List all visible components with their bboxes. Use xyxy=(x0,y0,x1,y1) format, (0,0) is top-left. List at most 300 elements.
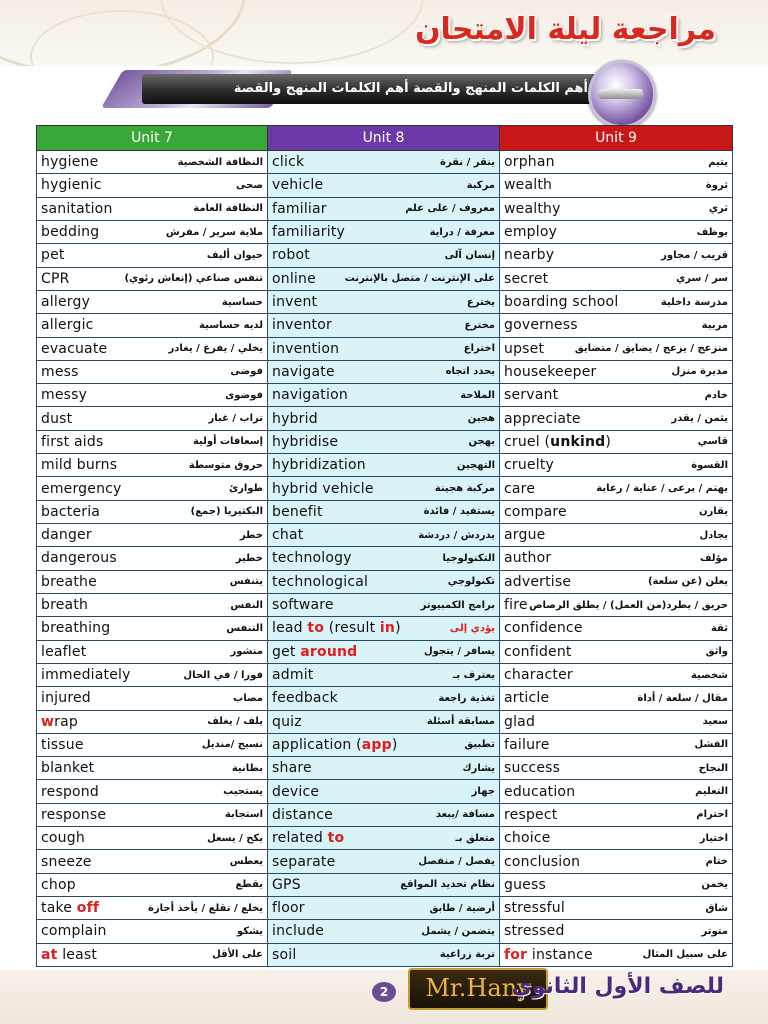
table-row xyxy=(37,220,733,243)
english-word xyxy=(272,317,332,333)
vocab-cell xyxy=(268,267,500,290)
english-word-part: immediately xyxy=(41,667,131,684)
arabic-meaning: النجاح xyxy=(698,762,728,774)
english-word xyxy=(41,434,103,450)
vocab-cell xyxy=(37,803,268,826)
english-word-part: hygiene xyxy=(41,154,99,171)
english-word xyxy=(41,667,131,683)
table-row xyxy=(37,757,733,780)
vocab-cell xyxy=(37,687,268,710)
table-row xyxy=(37,290,733,313)
arabic-meaning: حساسية xyxy=(221,296,263,308)
english-word xyxy=(504,317,578,333)
english-word-part: inventor xyxy=(272,317,332,334)
table-row xyxy=(37,477,733,500)
arabic-meaning: واثق xyxy=(705,646,728,658)
english-word xyxy=(41,714,78,730)
vocab-cell xyxy=(268,687,500,710)
english-word-part: benefit xyxy=(272,503,323,520)
vocab-cell xyxy=(37,314,268,337)
english-word xyxy=(504,527,545,543)
vocab-cell xyxy=(500,733,733,756)
table-row xyxy=(37,897,733,920)
english-word xyxy=(504,201,561,217)
arabic-meaning: يخترع xyxy=(466,296,495,308)
english-word xyxy=(41,807,106,823)
arabic-meaning: اختيار xyxy=(699,832,728,844)
english-word-part: breath xyxy=(41,597,89,614)
english-word xyxy=(41,247,65,263)
arabic-meaning: متوتر xyxy=(701,925,728,937)
english-word-part: sanitation xyxy=(41,200,113,217)
vocab-cell xyxy=(500,477,733,500)
brand-logo: Mr.Hany xyxy=(408,968,548,1010)
vocab-cell xyxy=(268,337,500,360)
english-word xyxy=(41,457,117,473)
arabic-meaning: يجادل xyxy=(699,529,728,541)
page-number: 2 xyxy=(372,982,396,1002)
english-word-part: include xyxy=(272,923,325,940)
english-word-part: messy xyxy=(41,387,88,404)
english-word-part: hybridization xyxy=(272,457,366,474)
table-row xyxy=(37,337,733,360)
table-row xyxy=(37,663,733,686)
arabic-meaning: التعليم xyxy=(695,786,728,798)
vocab-cell xyxy=(268,547,500,570)
english-word xyxy=(272,411,318,427)
banner-badge-icon xyxy=(588,60,656,128)
english-word-part: danger xyxy=(41,527,92,544)
english-word-part: in xyxy=(379,620,396,637)
vocab-cell xyxy=(500,663,733,686)
english-word-part: upset xyxy=(504,340,545,357)
arabic-meaning: قريب / مجاور xyxy=(661,249,728,261)
english-word xyxy=(41,527,92,543)
english-word xyxy=(504,457,554,473)
english-word xyxy=(272,154,304,170)
english-word xyxy=(504,947,593,963)
english-word-part: software xyxy=(272,597,334,614)
vocab-cell xyxy=(37,617,268,640)
english-word-part: breathing xyxy=(41,620,111,637)
vocab-cell xyxy=(268,593,500,616)
table-row xyxy=(37,710,733,733)
arabic-meaning: الفشل xyxy=(694,739,728,751)
vocab-cell xyxy=(500,547,733,570)
english-word-part: click xyxy=(272,154,305,171)
english-word-part: technology xyxy=(272,550,352,567)
english-word-part: dust xyxy=(41,410,73,427)
english-word-part: care xyxy=(504,480,536,497)
vocab-cell xyxy=(500,384,733,407)
arabic-meaning: يخمن xyxy=(701,879,728,891)
english-word-part: secret xyxy=(504,270,549,287)
english-word-part: guess xyxy=(504,876,546,893)
vocab-cell xyxy=(268,500,500,523)
english-word xyxy=(272,294,317,310)
english-word-part: failure xyxy=(504,736,550,753)
vocab-cell xyxy=(37,547,268,570)
arabic-meaning: يعطس xyxy=(229,856,263,868)
english-word xyxy=(41,900,99,916)
vocab-cell xyxy=(37,827,268,850)
arabic-meaning: بطانية xyxy=(231,762,263,774)
vocab-cell xyxy=(268,407,500,430)
english-word-part: share xyxy=(272,760,312,777)
vocab-cell xyxy=(268,314,500,337)
arabic-meaning: ينقر / نقرة xyxy=(440,156,495,168)
arabic-meaning: على سبيل المثال xyxy=(642,949,728,961)
english-word xyxy=(272,854,335,870)
arabic-meaning: برامج الكمبيوتر xyxy=(420,599,495,611)
english-word-part: around xyxy=(300,643,358,660)
table-row xyxy=(37,943,733,966)
arabic-meaning: يلف / يغلف xyxy=(207,716,263,728)
english-word-part: choice xyxy=(504,830,551,847)
english-word xyxy=(504,877,546,893)
arabic-meaning: شخصية xyxy=(690,669,728,681)
vocab-cell xyxy=(500,430,733,453)
vocab-cell xyxy=(37,360,268,383)
english-word xyxy=(504,434,611,450)
english-word xyxy=(41,830,85,846)
vocab-cell xyxy=(37,780,268,803)
vocab-cell xyxy=(268,897,500,920)
arabic-meaning: حريق / يطرد(من العمل) / يطلق الرصاص xyxy=(529,599,728,611)
arabic-meaning: سر / سري xyxy=(676,273,728,285)
english-word-part: respond xyxy=(41,783,99,800)
arabic-meaning: يخلع / تقلع / يأخذ أجازة xyxy=(148,902,263,914)
page-title: مراجعة ليلة الامتحان xyxy=(414,12,716,47)
english-word-part: leaflet xyxy=(41,643,87,660)
arabic-meaning: القسوة xyxy=(691,459,728,471)
english-word xyxy=(272,434,338,450)
english-word-part: bacteria xyxy=(41,503,101,520)
english-word-part: feedback xyxy=(272,690,338,707)
arabic-meaning: هجين xyxy=(467,413,495,425)
english-word-part: off xyxy=(76,900,100,917)
english-word-part: CPR xyxy=(41,270,70,287)
arabic-meaning: متعلق بـ xyxy=(455,832,495,844)
arabic-meaning: مركبة xyxy=(466,179,495,191)
vocab-cell xyxy=(268,943,500,966)
english-word xyxy=(41,481,122,497)
english-word xyxy=(41,737,84,753)
english-word-part: cruel ( xyxy=(504,433,551,450)
english-word xyxy=(272,667,313,683)
vocab-cell xyxy=(268,384,500,407)
arabic-meaning: صحى xyxy=(236,179,263,191)
english-word xyxy=(504,481,535,497)
table-header-row xyxy=(37,126,733,151)
arabic-meaning: مربية xyxy=(701,319,728,331)
english-word-part: app xyxy=(361,736,392,753)
english-word-part: author xyxy=(504,550,552,567)
arabic-meaning: مسابقة أسئلة xyxy=(426,716,495,728)
arabic-meaning: خادم xyxy=(704,389,728,401)
table-row xyxy=(37,500,733,523)
table-row xyxy=(37,547,733,570)
english-word xyxy=(272,271,316,287)
table-row xyxy=(37,640,733,663)
arabic-meaning: مقال / سلعة / أداة xyxy=(637,692,728,704)
vocab-cell xyxy=(500,244,733,267)
english-word xyxy=(41,550,117,566)
english-word-part: sneeze xyxy=(41,853,92,870)
banner-text: أهم الكلمات المنهج والقصة أهم الكلمات المنهج والقصة xyxy=(233,81,588,96)
arabic-meaning: يسافر / يتجول xyxy=(423,646,495,658)
arabic-meaning: يقطع xyxy=(235,879,263,891)
english-word-part: advertise xyxy=(504,573,572,590)
vocab-cell xyxy=(268,780,500,803)
arabic-meaning: يقارن xyxy=(699,506,728,518)
english-word xyxy=(504,923,565,939)
table-row xyxy=(37,524,733,547)
vocab-cell xyxy=(500,873,733,896)
english-word xyxy=(504,900,565,916)
table-row xyxy=(37,733,733,756)
english-word xyxy=(504,364,597,380)
vocabulary-rows xyxy=(37,151,733,967)
arabic-meaning: طوارئ xyxy=(228,483,263,495)
arabic-meaning: إسعافات أولية xyxy=(192,436,263,448)
english-word-part: vehicle xyxy=(272,177,324,194)
arabic-meaning: يستفيد / فائدة xyxy=(423,506,495,518)
english-word-part: cruelty xyxy=(504,457,555,474)
english-word xyxy=(41,317,94,333)
arabic-meaning: تغذية راجعة xyxy=(438,692,495,704)
table-row xyxy=(37,151,733,174)
vocab-cell xyxy=(37,407,268,430)
vocab-cell xyxy=(37,267,268,290)
arabic-meaning: يشكو xyxy=(236,925,263,937)
english-word xyxy=(504,644,572,660)
english-word xyxy=(41,784,99,800)
table-row xyxy=(37,454,733,477)
english-word xyxy=(272,177,323,193)
english-word-part: lead xyxy=(272,620,308,637)
arabic-meaning: يعترف بـ xyxy=(453,669,495,681)
vocab-cell xyxy=(268,803,500,826)
arabic-meaning: ثروة xyxy=(705,179,728,191)
english-word-part: stressed xyxy=(504,923,565,940)
english-word xyxy=(41,177,102,193)
vocab-cell xyxy=(37,757,268,780)
table-row xyxy=(37,314,733,337)
vocab-cell xyxy=(500,290,733,313)
vocab-cell xyxy=(37,943,268,966)
english-word xyxy=(41,224,99,240)
arabic-meaning: ملاية سرير / مفرش xyxy=(165,226,263,238)
vocab-cell xyxy=(37,897,268,920)
vocab-cell xyxy=(268,733,500,756)
english-word xyxy=(272,737,398,753)
arabic-meaning: النظافة العامة xyxy=(193,203,263,215)
arabic-meaning: يتيم xyxy=(708,156,728,168)
english-word xyxy=(504,597,528,613)
arabic-meaning: فوضوى xyxy=(225,389,263,401)
english-word-part: ) xyxy=(395,620,401,637)
vocab-cell xyxy=(500,850,733,873)
vocab-cell xyxy=(268,524,500,547)
english-word-part: housekeeper xyxy=(504,363,597,380)
english-word xyxy=(504,690,549,706)
arabic-meaning: معرفة / دراية xyxy=(429,226,495,238)
english-word-part: confidence xyxy=(504,620,583,637)
vocab-cell xyxy=(500,593,733,616)
arabic-meaning: يحدد اتجاه xyxy=(445,366,495,378)
vocab-cell xyxy=(37,570,268,593)
arabic-meaning: تكنولوجي xyxy=(447,576,495,588)
arabic-meaning: تنفس صناعي (إنعاش رئوي) xyxy=(124,273,263,285)
arabic-meaning: فورا / في الحال xyxy=(183,669,263,681)
table-row xyxy=(37,174,733,197)
english-word-part: allergy xyxy=(41,294,91,311)
vocab-cell xyxy=(268,197,500,220)
english-word-part: ) xyxy=(605,433,612,450)
english-word xyxy=(41,644,86,660)
vocab-cell xyxy=(500,524,733,547)
english-word xyxy=(272,457,366,473)
arabic-meaning: يدردش / دردشة xyxy=(418,529,495,541)
english-word-part: navigate xyxy=(272,363,335,380)
vocab-cell xyxy=(37,197,268,220)
english-word xyxy=(272,504,323,520)
english-word xyxy=(504,550,551,566)
vocab-cell xyxy=(268,174,500,197)
english-word xyxy=(504,224,557,240)
arabic-meaning: ختام xyxy=(705,856,728,868)
english-word xyxy=(41,201,113,217)
english-word-part: mess xyxy=(41,363,79,380)
grade-label: للصف الأول الثانوي xyxy=(511,974,724,999)
vocab-cell xyxy=(268,920,500,943)
arabic-meaning: تربة زراعية xyxy=(439,949,495,961)
english-word-part: hybrid vehicle xyxy=(272,480,374,497)
english-word-part: complain xyxy=(41,923,107,940)
arabic-meaning: البكتيريا (جمع) xyxy=(190,506,263,518)
english-word-part: floor xyxy=(272,900,305,917)
english-word-part: education xyxy=(504,783,576,800)
vocab-cell xyxy=(37,174,268,197)
vocab-cell xyxy=(268,151,500,174)
vocab-cell xyxy=(500,337,733,360)
vocab-cell xyxy=(500,640,733,663)
english-word-part: chat xyxy=(272,527,304,544)
vocab-cell xyxy=(268,827,500,850)
arabic-meaning: مدرسة داخلية xyxy=(660,296,728,308)
english-word xyxy=(272,760,312,776)
vocabulary-table xyxy=(36,125,733,967)
vocab-cell xyxy=(268,360,500,383)
english-word xyxy=(41,854,92,870)
english-word xyxy=(272,877,301,893)
english-word-part: navigation xyxy=(272,387,348,404)
arabic-meaning: نظام تحديد المواقع xyxy=(400,879,495,891)
english-word xyxy=(504,411,581,427)
vocab-cell xyxy=(37,151,268,174)
vocab-cell xyxy=(500,920,733,943)
english-word-part: familiarity xyxy=(272,224,346,241)
table-row xyxy=(37,780,733,803)
arabic-meaning: احترام xyxy=(696,809,728,821)
arabic-meaning: قاسي xyxy=(697,436,728,448)
arabic-meaning: منشور xyxy=(230,646,263,658)
arabic-meaning: يشارك xyxy=(462,762,495,774)
english-word-part: at xyxy=(41,946,58,963)
english-word xyxy=(41,574,97,590)
arabic-meaning: ثري xyxy=(708,203,728,215)
english-word xyxy=(504,294,618,310)
arabic-meaning: التهجين xyxy=(456,459,495,471)
vocab-cell xyxy=(37,477,268,500)
english-word-part: application ( xyxy=(272,736,362,753)
english-word xyxy=(41,923,107,939)
table-row xyxy=(37,920,733,943)
arabic-meaning: إنسان آلى xyxy=(444,249,495,261)
english-word xyxy=(504,784,575,800)
english-word-part: least xyxy=(57,946,98,963)
english-word-part: response xyxy=(41,806,107,823)
vocab-cell xyxy=(500,314,733,337)
english-word xyxy=(41,597,88,613)
table-row xyxy=(37,197,733,220)
english-word-part: glad xyxy=(504,713,536,730)
vocab-cell xyxy=(268,477,500,500)
arabic-meaning: معروف / على علم xyxy=(405,203,495,215)
vocab-cell xyxy=(37,920,268,943)
vocab-cell xyxy=(37,524,268,547)
english-word-part: separate xyxy=(272,853,336,870)
english-word xyxy=(504,574,571,590)
arabic-meaning: يخلي / يفرغ / يغادر xyxy=(168,343,263,355)
vocab-cell xyxy=(268,640,500,663)
table-row xyxy=(37,803,733,826)
table-row xyxy=(37,407,733,430)
vocab-cell xyxy=(37,710,268,733)
english-word-part: nearby xyxy=(504,247,555,264)
vocab-cell xyxy=(268,570,500,593)
english-word-part: blanket xyxy=(41,760,95,777)
arabic-meaning: مصاب xyxy=(233,692,263,704)
arabic-meaning: يفصل / منفصل xyxy=(418,856,495,868)
vocab-cell xyxy=(500,174,733,197)
table-row xyxy=(37,384,733,407)
english-word-part: for xyxy=(504,946,528,963)
english-word-part: cough xyxy=(41,830,85,847)
english-word-part: dangerous xyxy=(41,550,117,567)
english-word xyxy=(272,527,303,543)
english-word-part: admit xyxy=(272,667,314,684)
english-word xyxy=(504,341,544,357)
english-word xyxy=(41,411,72,427)
english-word-part: argue xyxy=(504,527,546,544)
vocab-cell xyxy=(500,500,733,523)
english-word-part: ) xyxy=(391,736,398,753)
vocab-cell xyxy=(500,780,733,803)
english-word xyxy=(504,271,548,287)
english-word-part: boarding school xyxy=(504,294,619,311)
arabic-meaning: فوضى xyxy=(230,366,263,378)
vocab-cell xyxy=(500,151,733,174)
english-word xyxy=(41,877,76,893)
english-word-part: device xyxy=(272,783,320,800)
english-word-part: stressful xyxy=(504,900,565,917)
vocab-cell xyxy=(268,873,500,896)
english-word xyxy=(272,341,339,357)
arabic-meaning: اختراع xyxy=(463,343,495,355)
english-word-part: orphan xyxy=(504,154,555,171)
